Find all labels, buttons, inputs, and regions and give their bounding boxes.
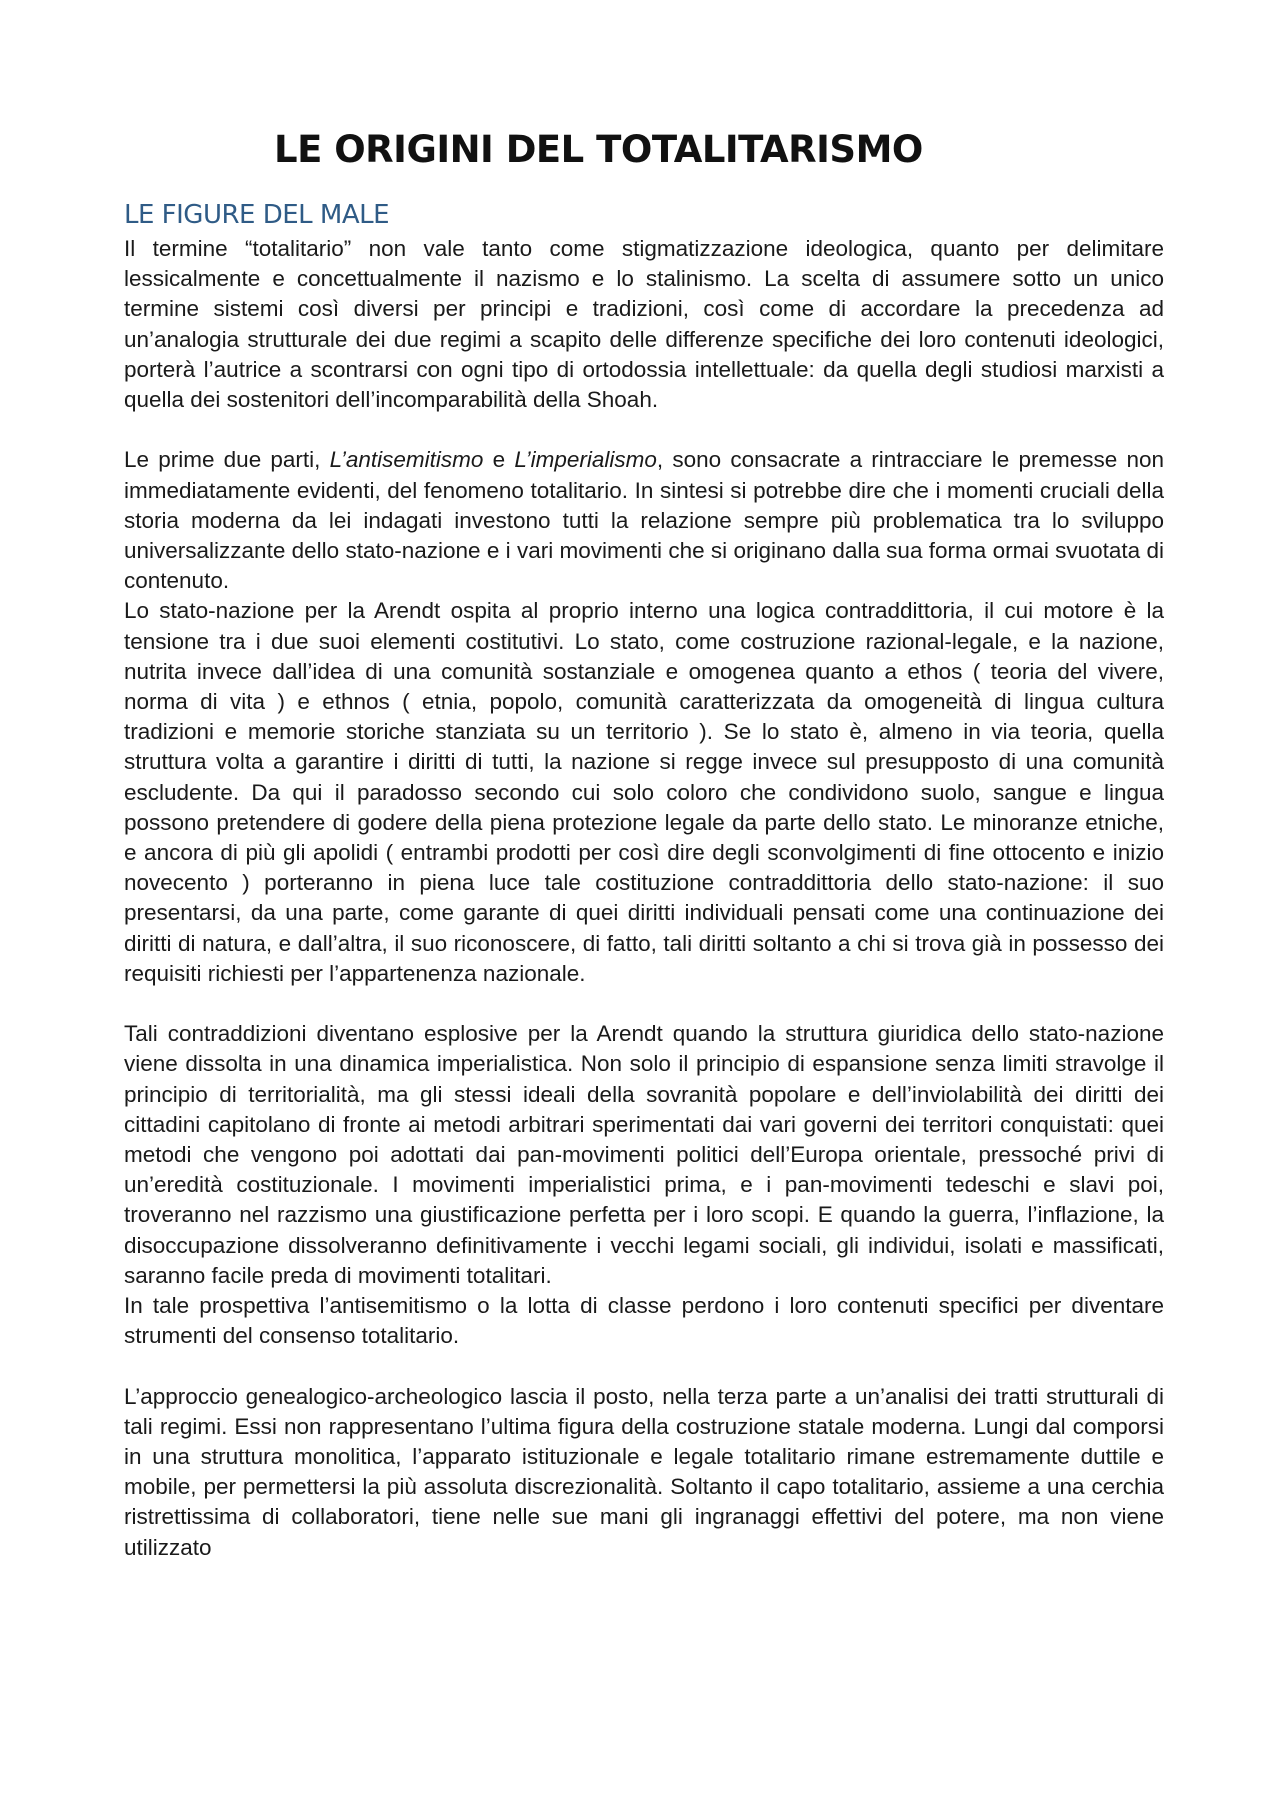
section-heading: LE FIGURE DEL MALE (124, 200, 390, 230)
document-page (124, 120, 1164, 1563)
paragraph-2-text-b: e (483, 447, 515, 473)
paragraph-1: Il termine “totalitario” non vale tanto come stigmatizzazione ideologica, quanto per delimitare lessicalmente e concettualmente il nazismo e lo stalinismo. La scelta di assumere sotto un unico termine sistemi così diversi per principi e tradizioni, così come di accordare la precedenza ad un’analogia strutturale dei due regimi a scapito delle differenze specifiche dei loro contenuti ideologici, porterà l’autrice a scontrarsi con ogni tipo di ortodossia intellettuale: da quella degli studiosi marxisti a quella dei sostenitori dell’incomparabilità della Shoah. (124, 236, 1164, 413)
paragraph-3: Lo stato-nazione per la Arendt ospita al proprio interno una logica contraddittoria, il cui motore è la tensione tra i due suoi elementi costitutivi. Lo stato, come costruzione razional-legale, e la nazione, nutrita invece dall’idea di una comunità sostanziale e omogenea quanto a ethos ( teoria del vivere, norma di vita ) e ethnos ( etnia, popolo, comunità caratterizzata da omogeneità di lingua cultura tradizioni e memorie storiche stanziata su un territorio ). Se lo stato è, almeno in via teoria, quella struttura volta a garantire i diritti di tutti, la nazione si regge invece sul presupposto di una comunità escludente. Da qui il paradosso secondo cui solo coloro che condividono suolo, sangue e lingua possono pretendere di godere della piena protezione legale da parte dello stato. Le minoranze etniche, e ancora di più gli apolidi ( entrambi prodotti per così dire degli sconvolgimenti di fine ottocento e inizio novecento ) porteranno in piena luce tale costituzione contraddittoria dello stato-nazione: il suo presentarsi, da una parte, come garante di quei diritti individuali pensati come una continuazione dei diritti di natura, e dall’altra, il suo riconoscere, di fatto, tali diritti soltanto a chi si trova già in possesso dei requisiti richiesti per l’appartenenza nazionale. (124, 598, 1164, 986)
paragraph-2 (124, 445, 1164, 596)
paragraph-6: L’approccio genealogico-archeologico lascia il posto, nella terza parte a un’analisi dei tratti strutturali di tali regimi. Essi non rappresentano l’ultima figura della costruzione statale moderna. Lungi dal comporsi in una struttura monolitica, l’apparato istituzionale e legale totalitario rimane estremamente duttile e mobile, per permettersi la più assoluta discrezionalità. Soltanto il capo totalitario, assieme a una cerchia ristrettissima di collaboratori, tiene nelle sue mani gli ingranaggi effettivi del potere, ma non viene utilizzato (124, 1383, 1164, 1560)
paragraph-4: Tali contraddizioni diventano esplosive per la Arendt quando la struttura giuridica dello stato-nazione viene dissolta in una dinamica imperialistica. Non solo il principio di espansione senza limiti stravolge il principio di territorialità, ma gli stessi ideali della sovranità popolare e dell’inviolabilità dei diritti dei cittadini capitolano di fronte ai metodi arbitrari sperimentati dai vari governi dei territori conquistati: quei metodi che vengono poi adottati dai pan-movimenti politici dell’Europa orientale, pressoché privi di un’eredità costituzionale. I movimenti imperialistici prima, e i pan-movimenti tedeschi e slavi poi, troveranno nel razzismo una giustificazione perfetta per i loro scopi. E quando la guerra, l’inflazione, la disoccupazione dissolveranno definitivamente i vecchi legami sociali, gli individui, isolati e massificati, saranno facile preda di movimenti totalitari. (124, 1021, 1164, 1288)
document-title: LE ORIGINI DEL TOTALITARISMO (274, 128, 923, 171)
paragraph-2-text-a: Le prime due parti, (124, 447, 330, 473)
paragraph-2-italic-imperialismo: L’imperialismo (514, 447, 657, 473)
paragraph-2-text-c: , sono consacrate a rintracciare le premesse non immediatamente evidenti, del fenomeno totalitario. In sintesi si potrebbe dire che i momenti cruciali della storia moderna da lei indagati investono tutti la relazione sempre più problematica tra lo sviluppo universalizzante dello stato-nazione e i vari movimenti che si originano dalla sua forma ormai svuotata di contenuto. (124, 447, 1164, 594)
paragraph-5: In tale prospettiva l’antisemitismo o la lotta di classe perdono i loro contenuti specifici per diventare strumenti del consenso totalitario. (124, 1293, 1164, 1349)
document-body (124, 234, 1164, 1563)
paragraph-2-italic-antisemitismo: L’antisemitismo (329, 447, 484, 473)
